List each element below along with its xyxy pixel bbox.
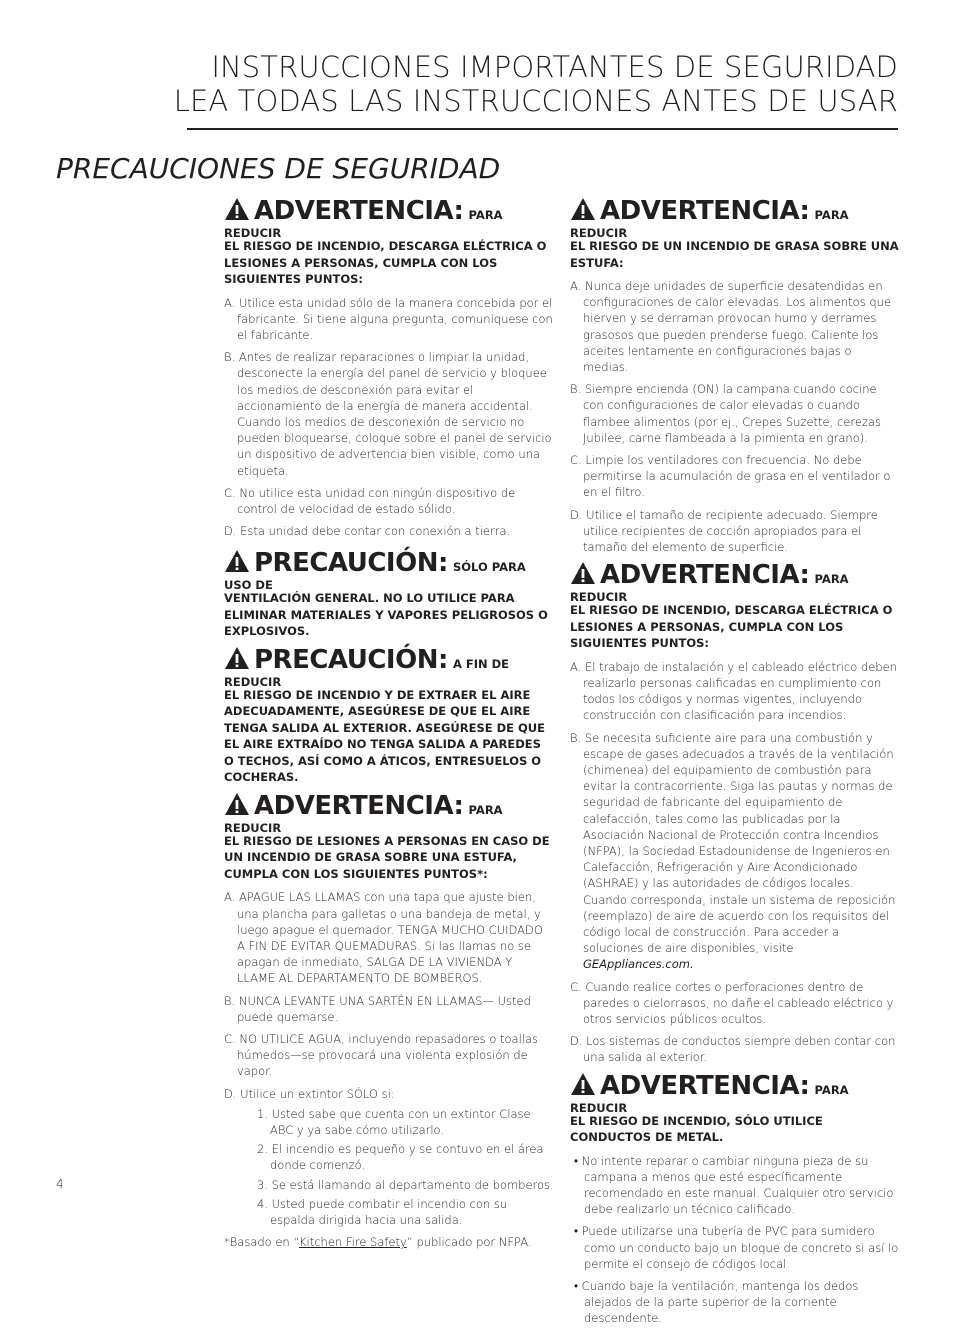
warning-triangle-icon <box>570 561 596 585</box>
list-item: • Puede utilizarse una tubería de PVC para sumidero como un conducto bajo un bloque de concreto si así lo permite el consejo de códigos local. <box>574 1224 899 1271</box>
warning-items <box>224 889 554 1228</box>
page-number: 4 <box>56 1177 64 1191</box>
section-title: PRECAUCIONES DE SEGURIDAD <box>56 152 501 185</box>
warning-items <box>570 278 900 555</box>
sub-list-item: 4. Usted puede combatir el incendio con su espalda dirigida hacia una salida. <box>257 1196 508 1227</box>
caution-text: VENTILACIÓN GENERAL. NO LO UTILICE PARA ELIMINAR MATERIALES Y VAPORES PELIGROSOS O EXPLOSIVOS. <box>224 591 548 639</box>
warning-triangle-icon <box>224 792 250 816</box>
header-line-1: INSTRUCCIONES IMPORTANTES DE SEGURIDAD <box>211 50 898 84</box>
sub-list-item: 2. El incendio es pequeño y se contuvo en el área donde comenzó. <box>257 1142 544 1173</box>
warning-word: ADVERTENCIA: <box>254 790 464 821</box>
warning-word: ADVERTENCIA: <box>600 196 810 226</box>
warning-word: ADVERTENCIA: <box>600 1070 810 1101</box>
caution-lead: SÓLO PARA USO DE <box>224 560 526 593</box>
website-link[interactable]: GEAppliances.com. <box>583 957 694 972</box>
warning-text: EL RIESGO DE INCENDIO, DESCARGA ELÉCTRICA O LESIONES A PERSONAS, CUMPLA CON LOS SIGUIENTES PUNTOS: <box>224 239 547 286</box>
caution-text: EL RIESGO DE INCENDIO Y DE EXTRAER EL AIRE ADECUADAMENTE, ASEGÚRESE DE QUE EL AIRE TENGA SALIDA AL EXTERIOR. ASEGÚRESE DE QUE EL AIRE EXTRAÍDO NO TENGA SALIDA A PAREDES O TECHOS, ASÍ COMO A ÁTICOS, ENTRESUELOS O COCHERAS. <box>224 687 545 785</box>
warning-triangle-icon <box>224 549 250 573</box>
list-item: • No intente reparar o cambiar ninguna pieza de su campana a menos que esté específicamente recomendado en este manual. Cualquier otro servicio debe realizarlo un técnico calificado. <box>574 1153 894 1217</box>
list-item-text: D. Utilice un extintor SÓLO si: <box>224 1086 395 1101</box>
list-item: D. Los sistemas de conductos siempre deben contar con una salida al exterior. <box>570 1034 896 1065</box>
list-item: B. Antes de realizar reparaciones o limpiar la unidad, desconecte la energía del panel de servicio y bloquee los medios de desconexión para evitar el accionamiento de la energía de manera accidental. Cuando los medios de desconexión de servicio no pueden bloquearse, coloque sobre el panel de servicio un dispositivo de advertencia bien visible, como una etiqueta. <box>224 350 552 478</box>
warning-items <box>570 1153 900 1327</box>
sub-list-item: 3. Se está llamando al departamento de bomberos. <box>257 1177 554 1192</box>
list-item: D. Utilice el tamaño de recipiente adecuado. Siempre utilice recipientes de cocción apropiados para el tamaño del elemento de superficie. <box>570 507 878 555</box>
left-column <box>224 197 554 1254</box>
list-item: C. Cuando realice cortes o perforaciones dentro de paredes o cielorrasos, no dañe el cableado eléctrico y otros servicios públicos ocultos. <box>570 979 894 1027</box>
warning-block-grease-fire <box>224 792 554 1250</box>
caution-word: PRECAUCIÓN: <box>254 548 448 579</box>
list-item: A. El trabajo de instalación y el cableado eléctrico deben realizarlo personas calificadas en cumplimiento con todos los códigos y normas vigentes, incluyendo construcción con clasificación para incendios. <box>570 659 897 723</box>
warning-block-installation <box>570 561 900 1065</box>
list-item-text: B. Se necesita suficiente aire para una combustión y escape de gases adecuados a través de la ventilación (chimenea) del equipamiento de combustión para evitar la contracorriente. Siga las pautas y normas de seguridad de fabricante del equipamiento de calefacción, tales como las publicadas por la Asociación Nacional de Protección contra Incendios (NFPA), la Sociedad Estadounidense de Ingenieros en Calefacción, Refrigeración y Aire Acondicionado (ASHRAE) y las autoridades de códigos locales. Cuando corresponda, instale un sistema de reposición (reemplazo) de aire de acuerdo con los requisitos del código local de construcción. Para acceder a soluciones de aire disponibles, visite <box>570 730 896 956</box>
warning-items <box>570 659 900 1066</box>
list-item: C. No utilice esta unidad con ningún dispositivo de control de velocidad de estado sólido. <box>224 485 516 516</box>
list-item: D. Esta unidad debe contar con conexión a tierra. <box>224 524 511 539</box>
warning-text: EL RIESGO DE LESIONES A PERSONAS EN CASO DE UN INCENDIO DE GRASA SOBRE UNA ESTUFA, CUMPLA CON LOS SIGUIENTES PUNTOS*: <box>224 833 550 881</box>
warning-text: EL RIESGO DE INCENDIO, DESCARGA ELÉCTRICA O LESIONES A PERSONAS, CUMPLA CON LOS SIGUIENTES PUNTOS: <box>570 603 893 651</box>
warning-block-electrical <box>224 197 554 539</box>
warning-triangle-icon <box>224 646 250 670</box>
warning-items <box>224 295 554 540</box>
list-item: A. Nunca deje unidades de superficie desatendidas en configuraciones de calor elevadas. Los alimentos que hierven y se derraman provocan humo y derrames grasosos que pueden prenderse fuego. Caliente los aceites lentamente en configuraciones bajas o medias. <box>570 279 892 375</box>
warning-lead: PARA REDUCIR <box>570 208 849 240</box>
caution-lead: A FIN DE REDUCIR <box>224 656 510 689</box>
warning-word: ADVERTENCIA: <box>254 196 464 226</box>
caution-block-ventilation <box>224 549 554 640</box>
list-item: B. NUNCA LEVANTE UNA SARTÉN EN LLAMAS— Usted puede quemarse. <box>224 993 531 1024</box>
warning-lead: PARA REDUCIR <box>224 802 503 835</box>
footnote-link[interactable]: Kitchen Fire Safety <box>298 1235 407 1250</box>
footnote-prefix: *Basado en “ <box>224 1235 299 1250</box>
header-rule <box>187 128 898 130</box>
header-line-2: LEA TODAS LAS INSTRUCCIONES ANTES DE USAR <box>173 84 898 118</box>
footnote <box>224 1234 554 1250</box>
warning-triangle-icon <box>570 1072 596 1096</box>
page-header <box>174 50 898 118</box>
right-column <box>570 197 900 1333</box>
warning-lead: PARA REDUCIR <box>570 1082 849 1115</box>
warning-triangle-icon <box>570 197 596 221</box>
list-item: A. Utilice esta unidad sólo de la manera concebida por el fabricante. Si tiene alguna pregunta, comuníquese con el fabricante. <box>224 295 553 342</box>
warning-triangle-icon <box>224 197 250 221</box>
sub-list-item: 1. Usted sabe que cuenta con un extintor Clase ABC y ya sabe cómo utilizarlo. <box>257 1106 531 1137</box>
list-item: B. Siempre encienda (ON) la campana cuando cocine con configuraciones de calor elevadas o cuando flambee alimentos (por ej., Crepes Suzette, cerezas Jubilee, carne flambeada a la pimienta en grano). <box>570 382 881 445</box>
caution-word: PRECAUCIÓN: <box>254 644 448 675</box>
warning-text: EL RIESGO DE INCENDIO, SÓLO UTILICE CONDUCTOS DE METAL. <box>570 1113 823 1145</box>
list-item: C. Limpie los ventiladores con frecuencia. No debe permitirse la acumulación de grasa en el ventilador o en el filtro. <box>570 453 891 500</box>
sub-list <box>257 1106 554 1228</box>
list-item: • Cuando baje la ventilación, mantenga los dedos alejados de la parte superior de la corriente descendente. <box>574 1279 859 1326</box>
warning-block-grease-stove <box>570 197 900 555</box>
list-item <box>224 1086 554 1229</box>
warning-text: EL RIESGO DE UN INCENDIO DE GRASA SOBRE UNA ESTUFA: <box>570 239 899 270</box>
warning-block-metal-ducts <box>570 1072 900 1327</box>
list-item: A. APAGUE LAS LLAMAS con una tapa que ajuste bien, una plancha para galletas o una bandeja de metal, y luego apague el quemador. TENGA MUCHO CUIDADO A FIN DE EVITAR QUEMADURAS. Si las llamas no se apagan de inmediato, SALGA DE LA VIVIENDA Y LLAME AL DEPARTAMENTO DE BOMBEROS. <box>224 890 543 986</box>
warning-lead: PARA REDUCIR <box>224 208 503 240</box>
caution-block-exhaust <box>224 646 554 786</box>
warning-lead: PARA REDUCIR <box>570 572 849 605</box>
warning-word: ADVERTENCIA: <box>600 560 810 591</box>
list-item: C. NO UTILICE AGUA, incluyendo repasadores o toallas húmedos—se provocará una violenta explosión de vapor. <box>224 1031 539 1079</box>
footnote-suffix: ” publicado por NFPA. <box>406 1235 532 1250</box>
list-item <box>570 730 900 973</box>
